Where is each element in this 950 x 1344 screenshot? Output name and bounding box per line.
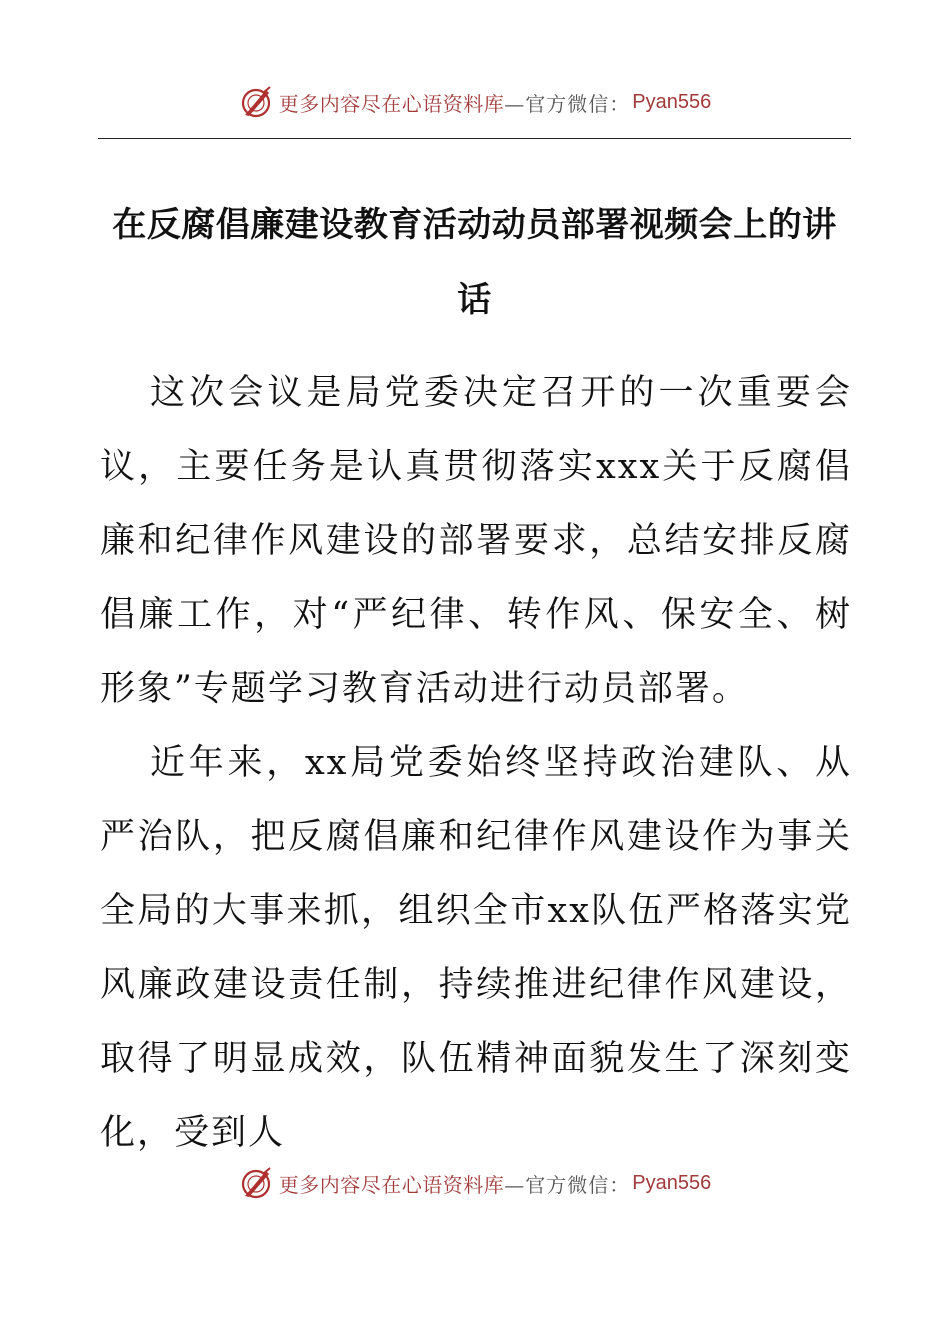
document-body <box>100 356 852 1170</box>
header-official-text: —官方微信： <box>504 91 631 116</box>
header-banner <box>0 82 950 122</box>
header-brand-text: 更多内容尽在心语资料库 <box>278 91 505 116</box>
paragraph-1: 这次会议是局党委决定召开的一次重要会议，主要任务是认真贯彻落实xxx关于反腐倡廉和纪律作风建设的部署要求，总结安排反腐倡廉工作，对“严纪律、转作风、保安全、树形象”专题学习教育活动进行动员部署。 <box>100 373 852 709</box>
header-wechat-id: Pyan556 <box>632 90 712 113</box>
footer-official-text: —官方微信： <box>504 1172 631 1197</box>
quill-logo-icon <box>239 1166 273 1200</box>
footer-wechat-id: Pyan556 <box>632 1171 712 1194</box>
document-title: 在反腐倡廉建设教育活动动员部署视频会上的讲话 <box>112 205 837 320</box>
footer-banner <box>0 1163 950 1203</box>
quill-logo-icon <box>239 85 273 119</box>
header-divider <box>98 138 851 139</box>
paragraph-2: 近年来，xx局党委始终坚持政治建队、从严治队，把反腐倡廉和纪律作风建设作为事关全局的大事来抓，组织全市xx队伍严格落实党风廉政建设责任制，持续推进纪律作风建设，取得了明显成效，队伍精神面貌发生了深刻变化，受到人 <box>100 743 852 1153</box>
footer-brand-text: 更多内容尽在心语资料库 <box>278 1172 505 1197</box>
